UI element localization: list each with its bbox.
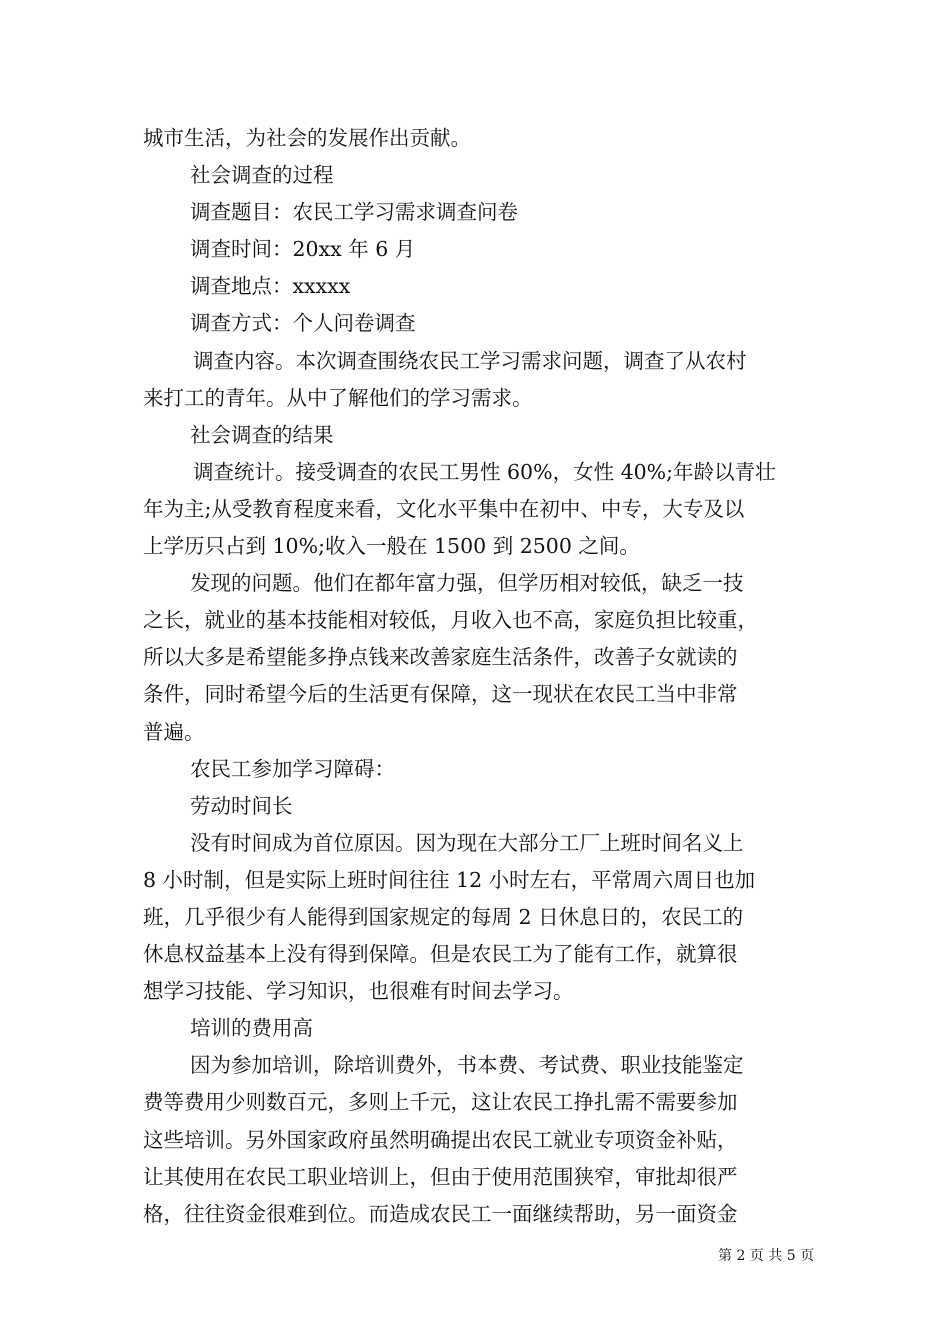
document-body <box>143 120 813 1233</box>
text-line: 班，几乎很少有人能得到国家规定的每周 2 日休息日的，农民工的 <box>143 904 744 929</box>
text-line: 之长，就业的基本技能相对较低，月收入也不高，家庭负担比较重， <box>143 608 758 633</box>
text-line: 社会调查的结果 <box>190 422 334 447</box>
page-number-footer: 第 2 页 共 5 页 <box>718 1248 815 1264</box>
text-line: 培训的费用高 <box>190 1016 313 1041</box>
text-line: 所以大多是希望能多挣点钱来改善家庭生活条件，改善子女就读的 <box>143 645 738 670</box>
text-line: 农民工参加学习障碍： <box>190 756 395 781</box>
text-line: 调查题目：农民工学习需求调查问卷 <box>190 200 518 225</box>
text-line: 城市生活，为社会的发展作出贡献。 <box>143 126 471 150</box>
text-line: 调查统计。接受调查的农民工男性 60%，女性 40%;年龄以青壮 <box>193 459 776 484</box>
text-line: 费等费用少则数百元，多则上千元，这让农民工挣扎需不需要参加 <box>143 1090 738 1115</box>
text-line: 8 小时制，但是实际上班时间往往 12 小时左右，平常周六周日也加 <box>143 867 756 892</box>
text-line: 年为主;从受教育程度来看，文化水平集中在初中、中专，大专及以 <box>143 496 745 521</box>
text-line: 条件，同时希望今后的生活更有保障，这一现状在农民工当中非常 <box>143 682 738 707</box>
text-line: 劳动时间长 <box>190 793 293 818</box>
text-line: 想学习技能、学习知识，也很难有时间去学习。 <box>143 979 574 1004</box>
text-line: 调查时间：20xx 年 6 月 <box>190 237 416 262</box>
text-line: 上学历只占到 10%;收入一般在 1500 到 2500 之间。 <box>143 534 640 559</box>
text-line: 因为参加培训，除培训费外，书本费、考试费、职业技能鉴定 <box>190 1053 744 1078</box>
text-line: 让其使用在农民工职业培训上，但由于使用范围狭窄，审批却很严 <box>143 1164 738 1189</box>
text-line: 格，往往资金很难到位。而造成农民工一面继续帮助，另一面资金 <box>143 1201 738 1226</box>
text-line: 这些培训。另外国家政府虽然明确提出农民工就业专项资金补贴， <box>143 1127 738 1152</box>
text-line: 发现的问题。他们在都年富力强，但学历相对较低，缺乏一技 <box>190 571 744 596</box>
text-line: 调查方式：个人问卷调查 <box>190 311 416 336</box>
text-line: 来打工的青年。从中了解他们的学习需求。 <box>143 385 533 410</box>
text-line: 社会调查的过程 <box>190 163 334 188</box>
text-line: 调查地点：xxxxx <box>190 274 351 299</box>
text-line: 休息权益基本上没有得到保障。但是农民工为了能有工作，就算很 <box>143 942 738 967</box>
text-line: 普遍。 <box>143 719 205 744</box>
text-line: 调查内容。本次调查围绕农民工学习需求问题，调查了从农村 <box>193 348 747 373</box>
text-line: 没有时间成为首位原因。因为现在大部分工厂上班时间名义上 <box>190 830 744 855</box>
